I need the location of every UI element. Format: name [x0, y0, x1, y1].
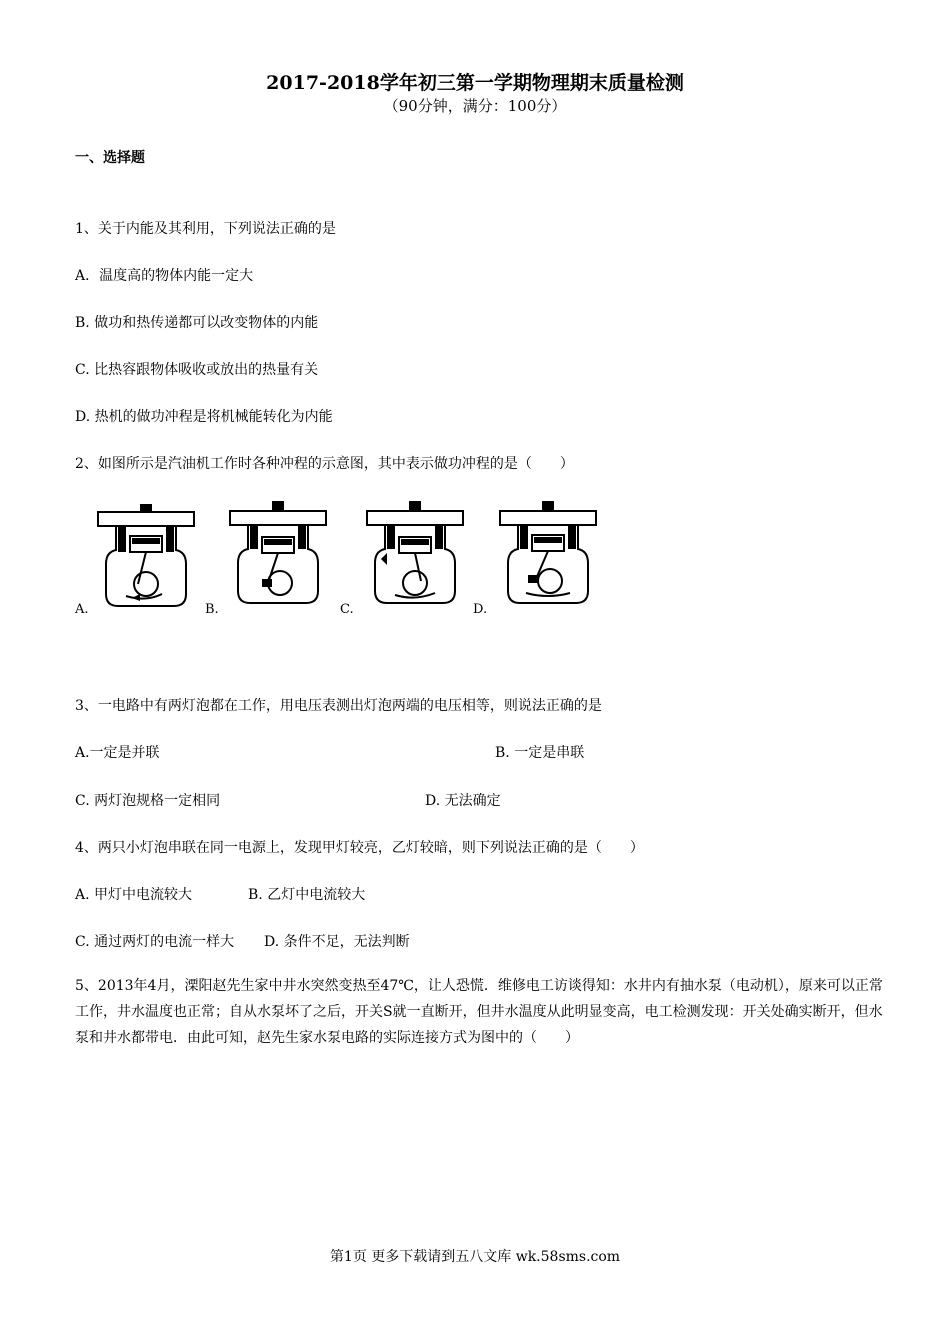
question-3-option-c: C. 两灯泡规格一定相同 [75, 793, 221, 809]
question-4-option-c: C. 通过两灯的电流一样大 [75, 934, 235, 950]
engine-label-c: C. [340, 602, 354, 617]
section-heading: 一、选择题 [75, 150, 145, 166]
question-3-option-b: B. 一定是串联 [495, 745, 585, 761]
engine-diagram-b [228, 497, 328, 605]
question-1-option-a: A．温度高的物体内能一定大 [75, 268, 254, 284]
question-1-option-b: B. 做功和热传递都可以改变物体的内能 [75, 315, 319, 331]
engine-label-b: B. [205, 602, 219, 617]
question-4-option-b: B. 乙灯中电流较大 [248, 887, 366, 903]
question-3-option-d: D. 无法确定 [425, 793, 501, 809]
question-1-option-c: C. 比热容跟物体吸收或放出的热量有关 [75, 362, 319, 378]
question-5-stem: 5、2013年4月，溧阳赵先生家中井水突然变热至47℃，让人恐慌．维修电工访谈得知：水井内有抽水泵（电动机），原来可以正常工作，井水温度也正常；自从水泵坏了之后，开关S就一直断开，但井水温度从此明显变高，电工检测发现：开关处确实断开，但水泵和井水都带电．由此可知，赵先生家水泵电路的实际连接方式为图中的（ ） [75, 978, 883, 1046]
engine-label-a: A. [75, 602, 89, 617]
page-subtitle: （90分钟，满分：100分） [383, 97, 567, 115]
question-2-stem: 2、如图所示是汽油机工作时各种冲程的示意图，其中表示做功冲程的是（ ） [75, 456, 574, 472]
question-1-stem: 1、关于内能及其利用，下列说法正确的是 [75, 221, 336, 237]
engine-diagram-a [96, 502, 196, 610]
question-4-option-d: D. 条件不足，无法判断 [264, 934, 410, 950]
engine-label-d: D. [473, 602, 488, 617]
engine-diagram-c [365, 497, 465, 605]
question-3-option-a: A.一定是并联 [75, 745, 160, 761]
engine-diagram-d [498, 497, 598, 605]
question-4-stem: 4、两只小灯泡串联在同一电源上，发现甲灯较亮，乙灯较暗，则下列说法正确的是（ ） [75, 840, 644, 856]
question-4-option-a: A. 甲灯中电流较大 [75, 887, 193, 903]
question-1-option-d: D. 热机的做功冲程是将机械能转化为内能 [75, 409, 333, 425]
page-footer: 第1页 更多下载请到五八文库 wk.58sms.com [329, 1249, 621, 1265]
question-3-stem: 3、一电路中有两灯泡都在工作，用电压表测出灯泡两端的电压相等，则说法正确的是 [75, 698, 602, 714]
page-title: 2017-2018学年初三第一学期物理期末质量检测 [266, 72, 684, 94]
